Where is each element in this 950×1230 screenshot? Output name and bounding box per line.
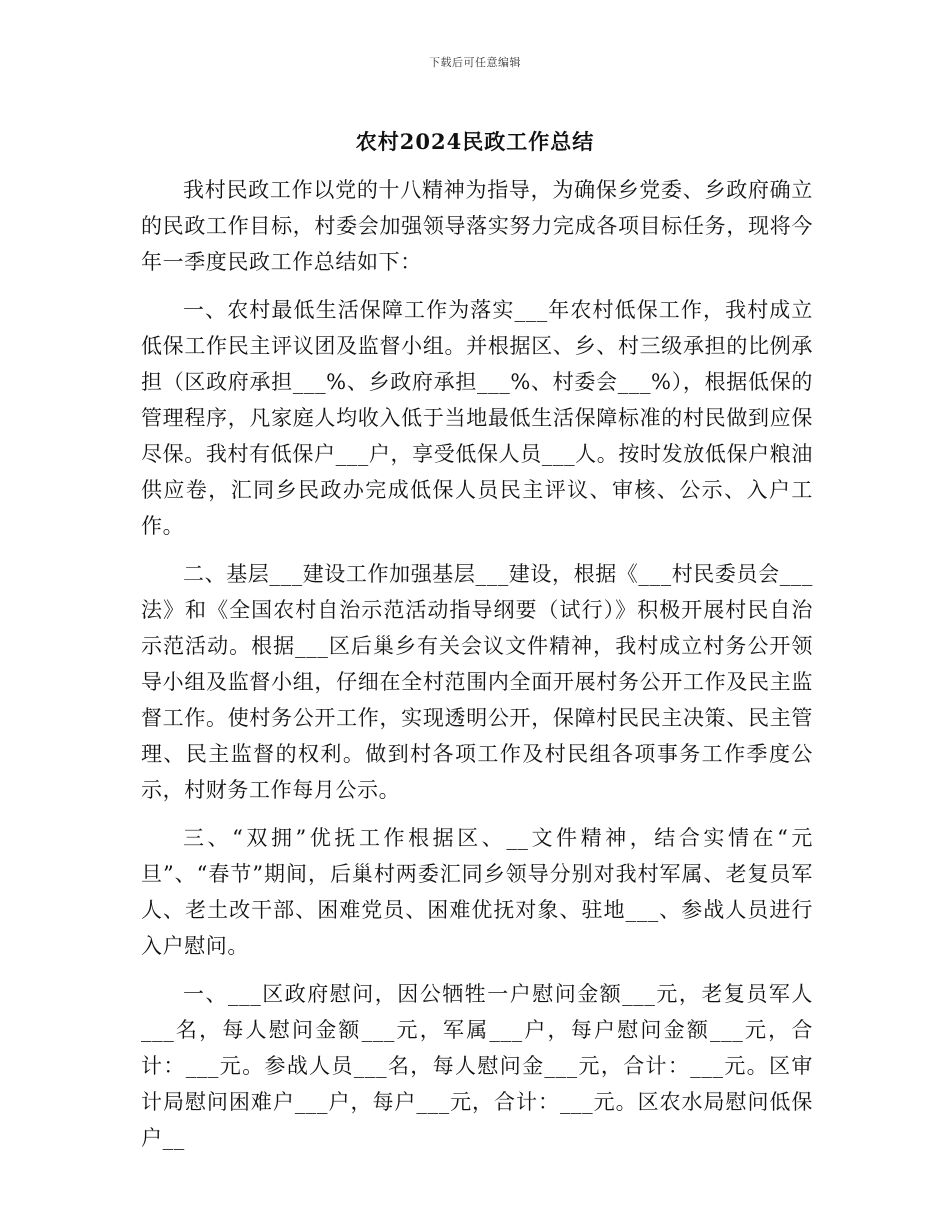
paragraph-grassroots-construction: 二、基层___建设工作加强基层___建设，根据《___村民委员会___法》和《全国农村自治示范活动指导纲要（试行）》积极开展村民自治示范活动。根据___区后巢乡有关会议文件精神，我村成立村务公开领导小组及监督小组，仔细在全村范围内全面开展村务公开工作及民主监督工作。使村务公开工作，实现透明公开，保障村民民主决策、民主管理、民主监督的权利。做到村各项工作及村民组各项事务工作季度公示，村财务工作每月公示。 [141,562,813,802]
document-body [141,172,813,1168]
paragraph-military-support: 三、“双拥”优抚工作根据区、__文件精神，结合实情在“元旦”、“春节”期间，后巢村两委汇同乡领导分别对我村军属、老复员军人、老土改干部、困难党员、困难优抚对象、驻地___、参战人员进行入户慰问。 [141,826,813,958]
document-title: 农村2024民政工作总结 [355,129,595,154]
paragraph-intro: 我村民政工作以党的十八精神为指导，为确保乡党委、乡政府确立的民政工作目标，村委会加强领导落实努力完成各项目标任务，现将今年一季度民政工作总结如下： [141,178,813,274]
page-header-note: 下载后可任意编辑 [429,56,521,69]
paragraph-condolence-details: 一、___区政府慰问，因公牺牲一户慰问金额___元，老复员军人___名，每人慰问金额___元，军属___户，每户慰问金额___元，合计：___元。参战人员___名，每人慰问金___元，合计：___元。区审计局慰问困难户___户，每户___元，合计：___元。区农水局慰问低保户__ [141,982,813,1150]
paragraph-low-income-security: 一、农村最低生活保障工作为落实___年农村低保工作，我村成立低保工作民主评议团及监督小组。并根据区、乡、村三级承担的比例承担（区政府承担___%、乡政府承担___%、村委会___%），根据低保的管理程序，凡家庭人均收入低于当地最低生活保障标准的村民做到应保尽保。我村有低保户___户，享受低保人员___人。按时发放低保户粮油供应卷，汇同乡民政办完成低保人员民主评议、审核、公示、入户工作。 [141,298,813,538]
